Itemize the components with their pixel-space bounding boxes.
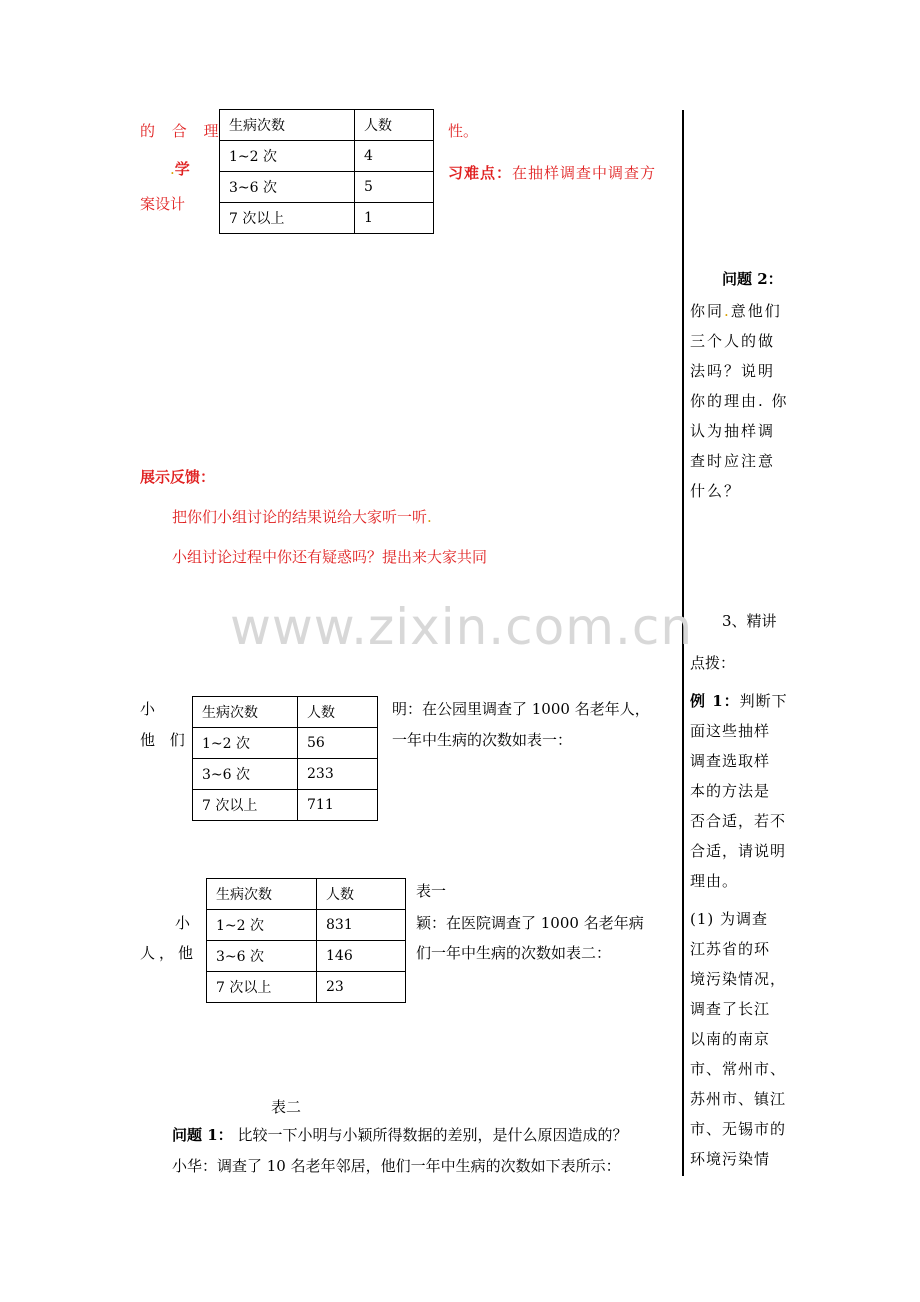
top-left-line3: 案设计 xyxy=(140,195,186,213)
example1-item1: (1) 为调查 江苏省的环 境污染情况， 调查了长江 以南的南京 市、常州市、 苏州市、镇江 市、无锡市的 环境污染情 xyxy=(690,910,787,1168)
table-header-cell: 人数 xyxy=(298,697,378,728)
table-cell: 146 xyxy=(317,941,406,972)
xiaoying-left2: 人，他 xyxy=(140,944,198,962)
table-header-cell: 生病次数 xyxy=(220,110,355,141)
table-row xyxy=(220,141,434,172)
xiaohua-text: 小华：调查了 10 名老年邻居，他们一年中生病的次数如下表所示： xyxy=(172,1157,621,1175)
table-cell: 831 xyxy=(317,910,406,941)
table-row xyxy=(193,759,378,790)
feedback-line2: 小组讨论过程中你还有疑惑吗？提出来大家共同 xyxy=(172,548,488,566)
table-cell: 5 xyxy=(355,172,434,203)
table-row xyxy=(207,972,406,1003)
table-cell: 3~6 次 xyxy=(193,759,298,790)
top-right-line2: 习难点：在抽样调查中调查方 xyxy=(448,164,657,182)
table-row xyxy=(193,790,378,821)
table-header-cell: 人数 xyxy=(355,110,434,141)
xiaoying-text1: 颖：在医院调查了 1000 名老年病 xyxy=(416,914,644,932)
table-header-cell: 生病次数 xyxy=(207,879,317,910)
table-header-cell: 人数 xyxy=(317,879,406,910)
table-cell: 7 次以上 xyxy=(220,203,355,234)
xiaoying-text2: 们一年中生病的次数如表二： xyxy=(416,944,612,962)
table-cell: 7 次以上 xyxy=(207,972,317,1003)
xiaoming-text2: 一年中生病的次数如表一： xyxy=(392,731,573,749)
xiaoying-left1: 小 xyxy=(175,914,191,932)
question2-text: 你同.意他们 三个人的做 法吗？说明 你的理由. 你 认为抽样调 查时应注意 什么？ xyxy=(690,302,789,500)
table-cell: 1~2 次 xyxy=(220,141,355,172)
question1: 问题 1： 比较一下小明与小颖所得数据的差别，是什么原因造成的？ xyxy=(172,1126,628,1144)
table-one xyxy=(192,696,378,821)
table-cell: 1~2 次 xyxy=(207,910,317,941)
feedback-title: 展示反馈： xyxy=(140,468,216,486)
table-cell: 3~6 次 xyxy=(207,941,317,972)
table-cell: 233 xyxy=(298,759,378,790)
feedback-line1: 把你们小组讨论的结果说给大家听一听. xyxy=(172,508,432,526)
question2-title: 问题 2： xyxy=(722,270,783,288)
table-row xyxy=(193,728,378,759)
table-row xyxy=(207,910,406,941)
watermark: www.zixin.com.cn xyxy=(230,598,694,656)
table-row xyxy=(220,203,434,234)
table-row xyxy=(220,110,434,141)
table-top xyxy=(219,109,434,234)
top-right-line1: 性。 xyxy=(448,122,479,140)
table-cell: 711 xyxy=(298,790,378,821)
table-cell: 1 xyxy=(355,203,434,234)
xiaoming-text1: 明：在公园里调查了 1000 名老年人， xyxy=(392,700,650,718)
table-row xyxy=(207,879,406,910)
table-two xyxy=(206,878,406,1003)
table-one-caption: 表一 xyxy=(416,882,447,900)
table-cell: 1~2 次 xyxy=(193,728,298,759)
table-cell: 7 次以上 xyxy=(193,790,298,821)
example1: 例 1：判断下 面这些抽样 调查选取样 本的方法是 否合适，若不 合适，请说明 理由。 xyxy=(690,692,788,890)
table-header-cell: 生病次数 xyxy=(193,697,298,728)
xiaoming-left2: 他 们 xyxy=(140,731,190,749)
table-row xyxy=(220,172,434,203)
table-cell: 23 xyxy=(317,972,406,1003)
section3-line1: 3、精讲 xyxy=(722,612,777,630)
top-left-line1: 的 合 理 xyxy=(140,122,225,140)
table-cell: 3~6 次 xyxy=(220,172,355,203)
table-row xyxy=(193,697,378,728)
section3-line2: 点拨： xyxy=(690,654,736,672)
xiaoming-left1: 小 xyxy=(140,700,156,718)
table-two-caption: 表二 xyxy=(271,1098,302,1116)
table-cell: 56 xyxy=(298,728,378,759)
top-left-line2: .学 xyxy=(170,160,190,178)
table-row xyxy=(207,941,406,972)
table-cell: 4 xyxy=(355,141,434,172)
